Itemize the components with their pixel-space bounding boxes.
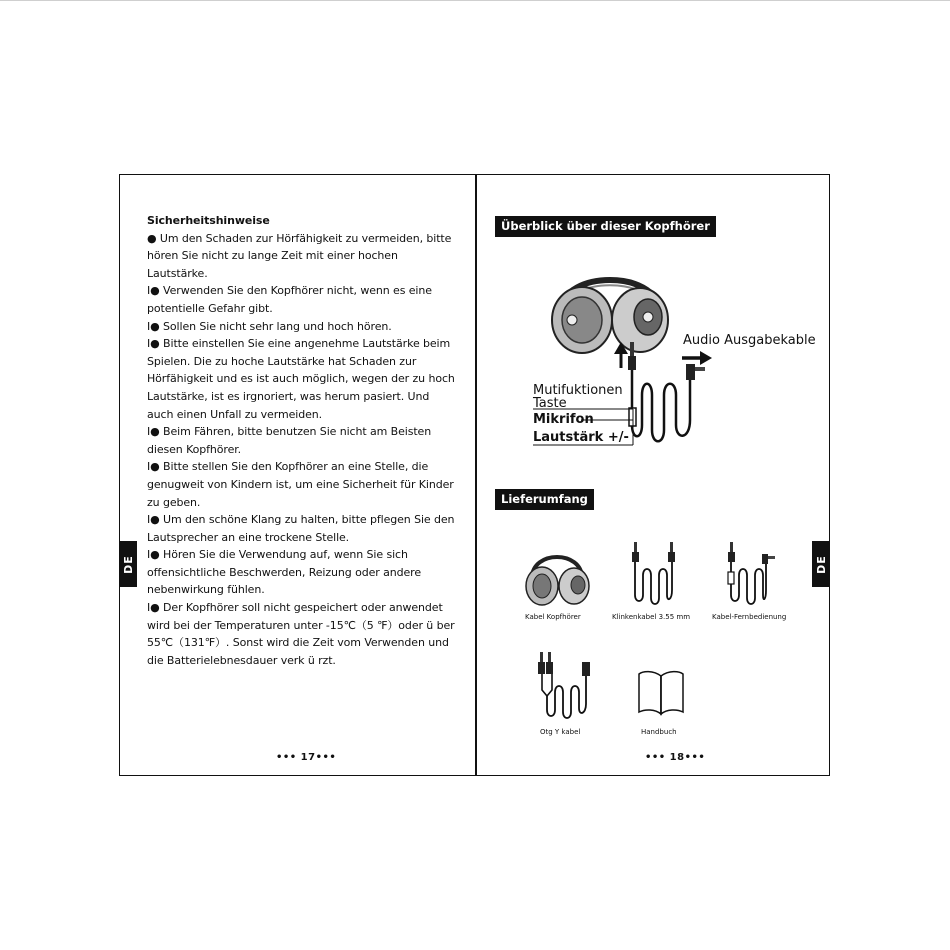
remote-cable-icon	[718, 540, 778, 606]
page-divider	[475, 174, 477, 776]
safety-paragraph: I● Bitte stellen Sie den Kopfhörer an eine Stelle, die genugweit von Kindern ist, um eine Sicherheit für Kinder zu geben.	[147, 460, 454, 509]
safety-paragraph: I● Sollen Sie nicht sehr lang und hoch hören.	[147, 319, 392, 333]
safety-paragraph: I● Bitte einstellen Sie eine angenehme Lautstärke beim Spielen. Die zu hoche Lautstärke hat Schaden zur Hörfähigkeit und es ist auch möglich, wegen der zu hoch Lautstärke, ist es irgnoriert, was herum pasiert. Und auch einen Unfall zu vermeiden.	[147, 337, 455, 421]
headphones-icon	[522, 548, 592, 608]
item-caption: Kabel Kopfhörer	[525, 613, 581, 621]
item-caption: Klinkenkabel 3.55 mm	[612, 613, 691, 621]
volume-label: Lautstärk +/-	[533, 430, 629, 445]
manual-book-icon	[637, 668, 685, 718]
multifunction-label-line2: Taste	[533, 396, 567, 411]
item-caption: Otg Y kabel	[540, 728, 581, 736]
overview-heading: Überblick über dieser Kopfhörer	[495, 216, 716, 237]
safety-paragraph: I● Der Kopfhörer soll nicht gespeichert oder anwendet wird bei der Temperaturen unter -15℃（5 ℉）oder ü ber 55℃（131℉）. Sonst wird die Zeit vom Verwenden und die Batterielebnesdauer verk ü rzt.	[147, 601, 455, 667]
aux-cable-icon	[622, 540, 682, 606]
item-caption: Kabel-Fernbedienung	[712, 613, 787, 621]
language-tab-right: DE	[812, 541, 830, 587]
safety-title: Sicherheitshinweise	[147, 214, 270, 227]
safety-instructions	[147, 212, 457, 669]
y-cable-icon	[530, 650, 600, 720]
page-number-right: ••• 18•••	[645, 752, 706, 763]
language-tab-left: DE	[119, 541, 137, 587]
item-caption: Handbuch	[641, 728, 677, 736]
audio-cable-label: Audio Ausgabekable	[683, 333, 816, 348]
safety-paragraph: I● Hören Sie die Verwendung auf, wenn Sie sich offensichtliche Beschwerden, Reizung oder andere nebenwirkung fühlen.	[147, 548, 421, 597]
safety-paragraph: ● Um den Schaden zur Hörfähigkeit zu vermeiden, bitte hören Sie nicht zu lange Zeit mit einer hochen Lautstärke.	[147, 231, 452, 280]
contents-heading: Lieferumfang	[495, 489, 594, 510]
right-arrow-icon	[682, 351, 712, 365]
page-number-left: ••• 17•••	[276, 752, 337, 763]
microphone-label: Mikrifon	[533, 412, 594, 427]
top-border-line	[0, 0, 950, 1]
safety-paragraph: I● Verwenden Sie den Kopfhörer nicht, wenn es eine potentielle Gefahr gibt.	[147, 284, 432, 315]
safety-paragraph: I● Beim Fähren, bitte benutzen Sie nicht am Beisten diesen Kopfhörer.	[147, 425, 432, 456]
safety-paragraph: I● Um den schöne Klang zu halten, bitte pflegen Sie den Lautsprecher an eine trockene Stelle.	[147, 513, 455, 544]
multifunction-label-line1: Mutifuktionen	[533, 383, 623, 398]
